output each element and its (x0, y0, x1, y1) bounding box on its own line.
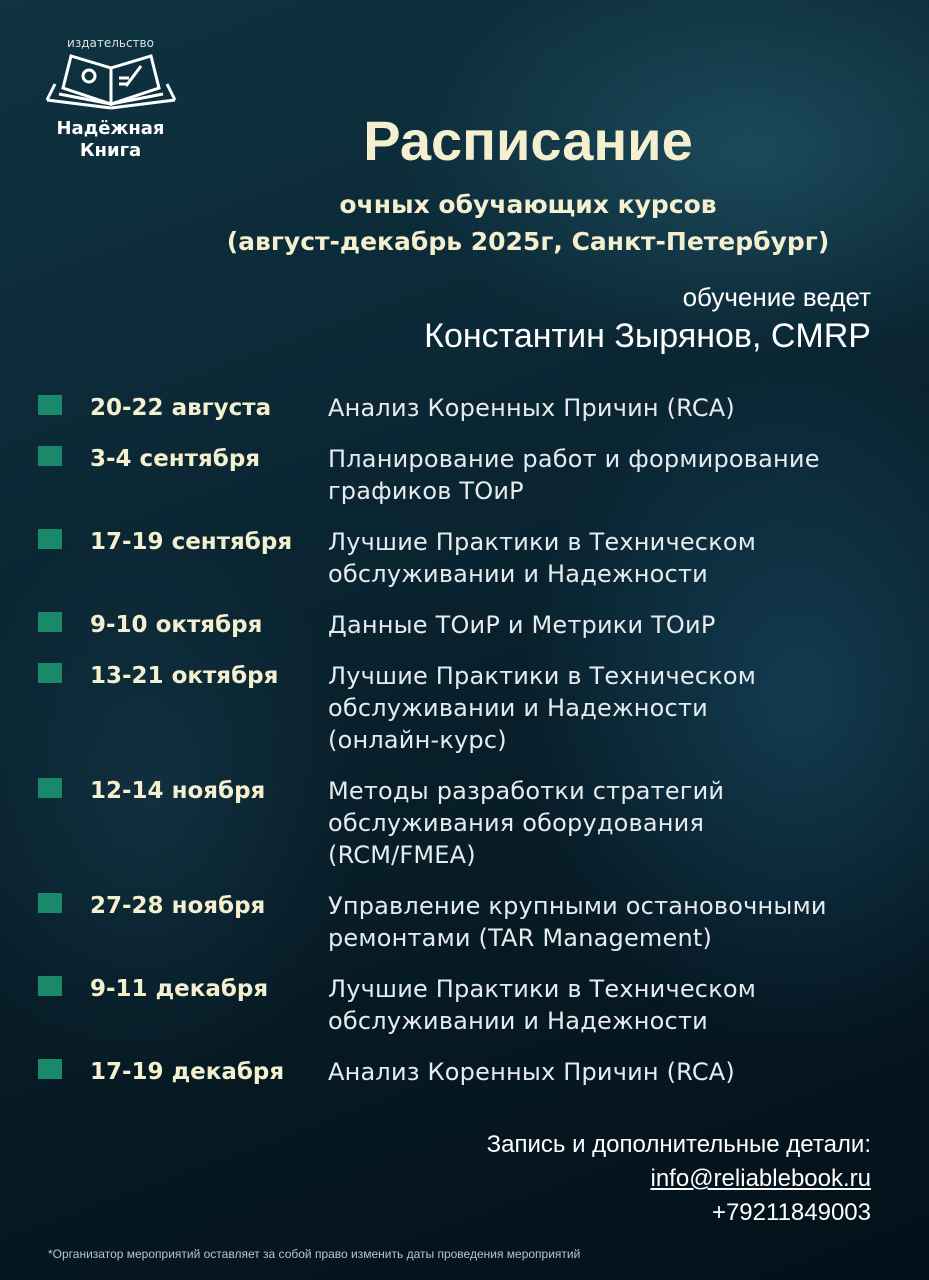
bullet-square-icon (38, 778, 62, 798)
course-row (38, 973, 898, 1037)
subtitle: очных обучающих курсов (339, 190, 717, 219)
logo-name-line2: Книга (79, 140, 142, 161)
page-title: Расписание (363, 109, 693, 172)
course-title-line: Методы разработки стратегий (328, 777, 725, 805)
course-title-line: Планирование работ и формирование (328, 445, 820, 473)
course-row (38, 609, 898, 641)
course-title-line: (онлайн-курс) (328, 726, 507, 754)
logo-publisher-label: издательство (67, 36, 154, 50)
course-title (328, 890, 827, 954)
course-date: 12-14 ноября (90, 778, 266, 804)
course-title (328, 775, 724, 871)
course-date: 17-19 декабря (90, 1059, 285, 1085)
course-title-line: Данные ТОиР и Метрики ТОиР (328, 611, 716, 639)
course-title-line: графиков ТОиР (328, 477, 524, 505)
course-title-line: обслуживании и Надежности (328, 1007, 708, 1035)
open-book-tools-icon (41, 54, 181, 110)
lead-name: Константин Зырянов, CMRP (424, 317, 871, 355)
course-row (38, 1056, 898, 1088)
course-title (328, 609, 716, 641)
email-link[interactable]: info@reliablebook.ru (650, 1165, 871, 1192)
bullet-square-icon (38, 529, 62, 549)
footnote: *Организатор мероприятий оставляет за собой право изменить даты проведения мероприятий (48, 1247, 581, 1261)
course-title (328, 660, 756, 756)
course-title-line: обслуживании и Надежности (328, 694, 708, 722)
contact-block (487, 1128, 871, 1230)
bullet-square-icon (38, 395, 62, 415)
logo-name-line1: Надёжная (56, 118, 165, 139)
course-title-line: Анализ Коренных Причин (RCA) (328, 394, 735, 422)
course-date: 9-10 октября (90, 612, 263, 638)
course-row (38, 392, 898, 424)
lead-label: обучение ведет (682, 282, 871, 312)
bullet-square-icon (38, 976, 62, 996)
course-date: 3-4 сентября (90, 446, 261, 472)
course-title-line: Анализ Коренных Причин (RCA) (328, 1058, 735, 1086)
course-row (38, 443, 898, 507)
course-row (38, 775, 898, 871)
course-title (328, 392, 735, 424)
bullet-square-icon (38, 663, 62, 683)
bullet-square-icon (38, 612, 62, 632)
course-row (38, 526, 898, 590)
phone-number: +79211849003 (711, 1199, 871, 1226)
course-title-line: ремонтами (TAR Management) (328, 924, 713, 952)
course-title (328, 526, 756, 590)
contact-label: Запись и дополнительные детали: (486, 1131, 871, 1158)
course-title (328, 1056, 735, 1088)
course-title-line: обслуживания оборудования (328, 809, 705, 837)
bullet-square-icon (38, 1059, 62, 1079)
course-title-line: обслуживании и Надежности (328, 560, 708, 588)
bullet-square-icon (38, 446, 62, 466)
course-date: 17-19 сентября (90, 529, 293, 555)
course-title-line: Лучшие Практики в Техническом (328, 528, 757, 556)
course-title (328, 973, 756, 1037)
course-date: 20-22 августа (90, 395, 272, 421)
course-row (38, 660, 898, 756)
course-title-line: Лучшие Практики в Техническом (328, 662, 757, 690)
subtitle-period: (август-декабрь 2025г, Санкт-Петербург) (226, 227, 830, 256)
course-date: 9-11 декабря (90, 976, 269, 1002)
course-row (38, 890, 898, 954)
course-date: 13-21 октября (90, 663, 279, 689)
course-title-line: Управление крупными остановочными (328, 892, 827, 920)
course-date: 27-28 ноября (90, 893, 266, 919)
course-title (328, 443, 820, 507)
course-title-line: Лучшие Практики в Техническом (328, 975, 757, 1003)
course-title-line: (RCM/FMEA) (328, 841, 476, 869)
bullet-square-icon (38, 893, 62, 913)
course-list (38, 392, 898, 1107)
